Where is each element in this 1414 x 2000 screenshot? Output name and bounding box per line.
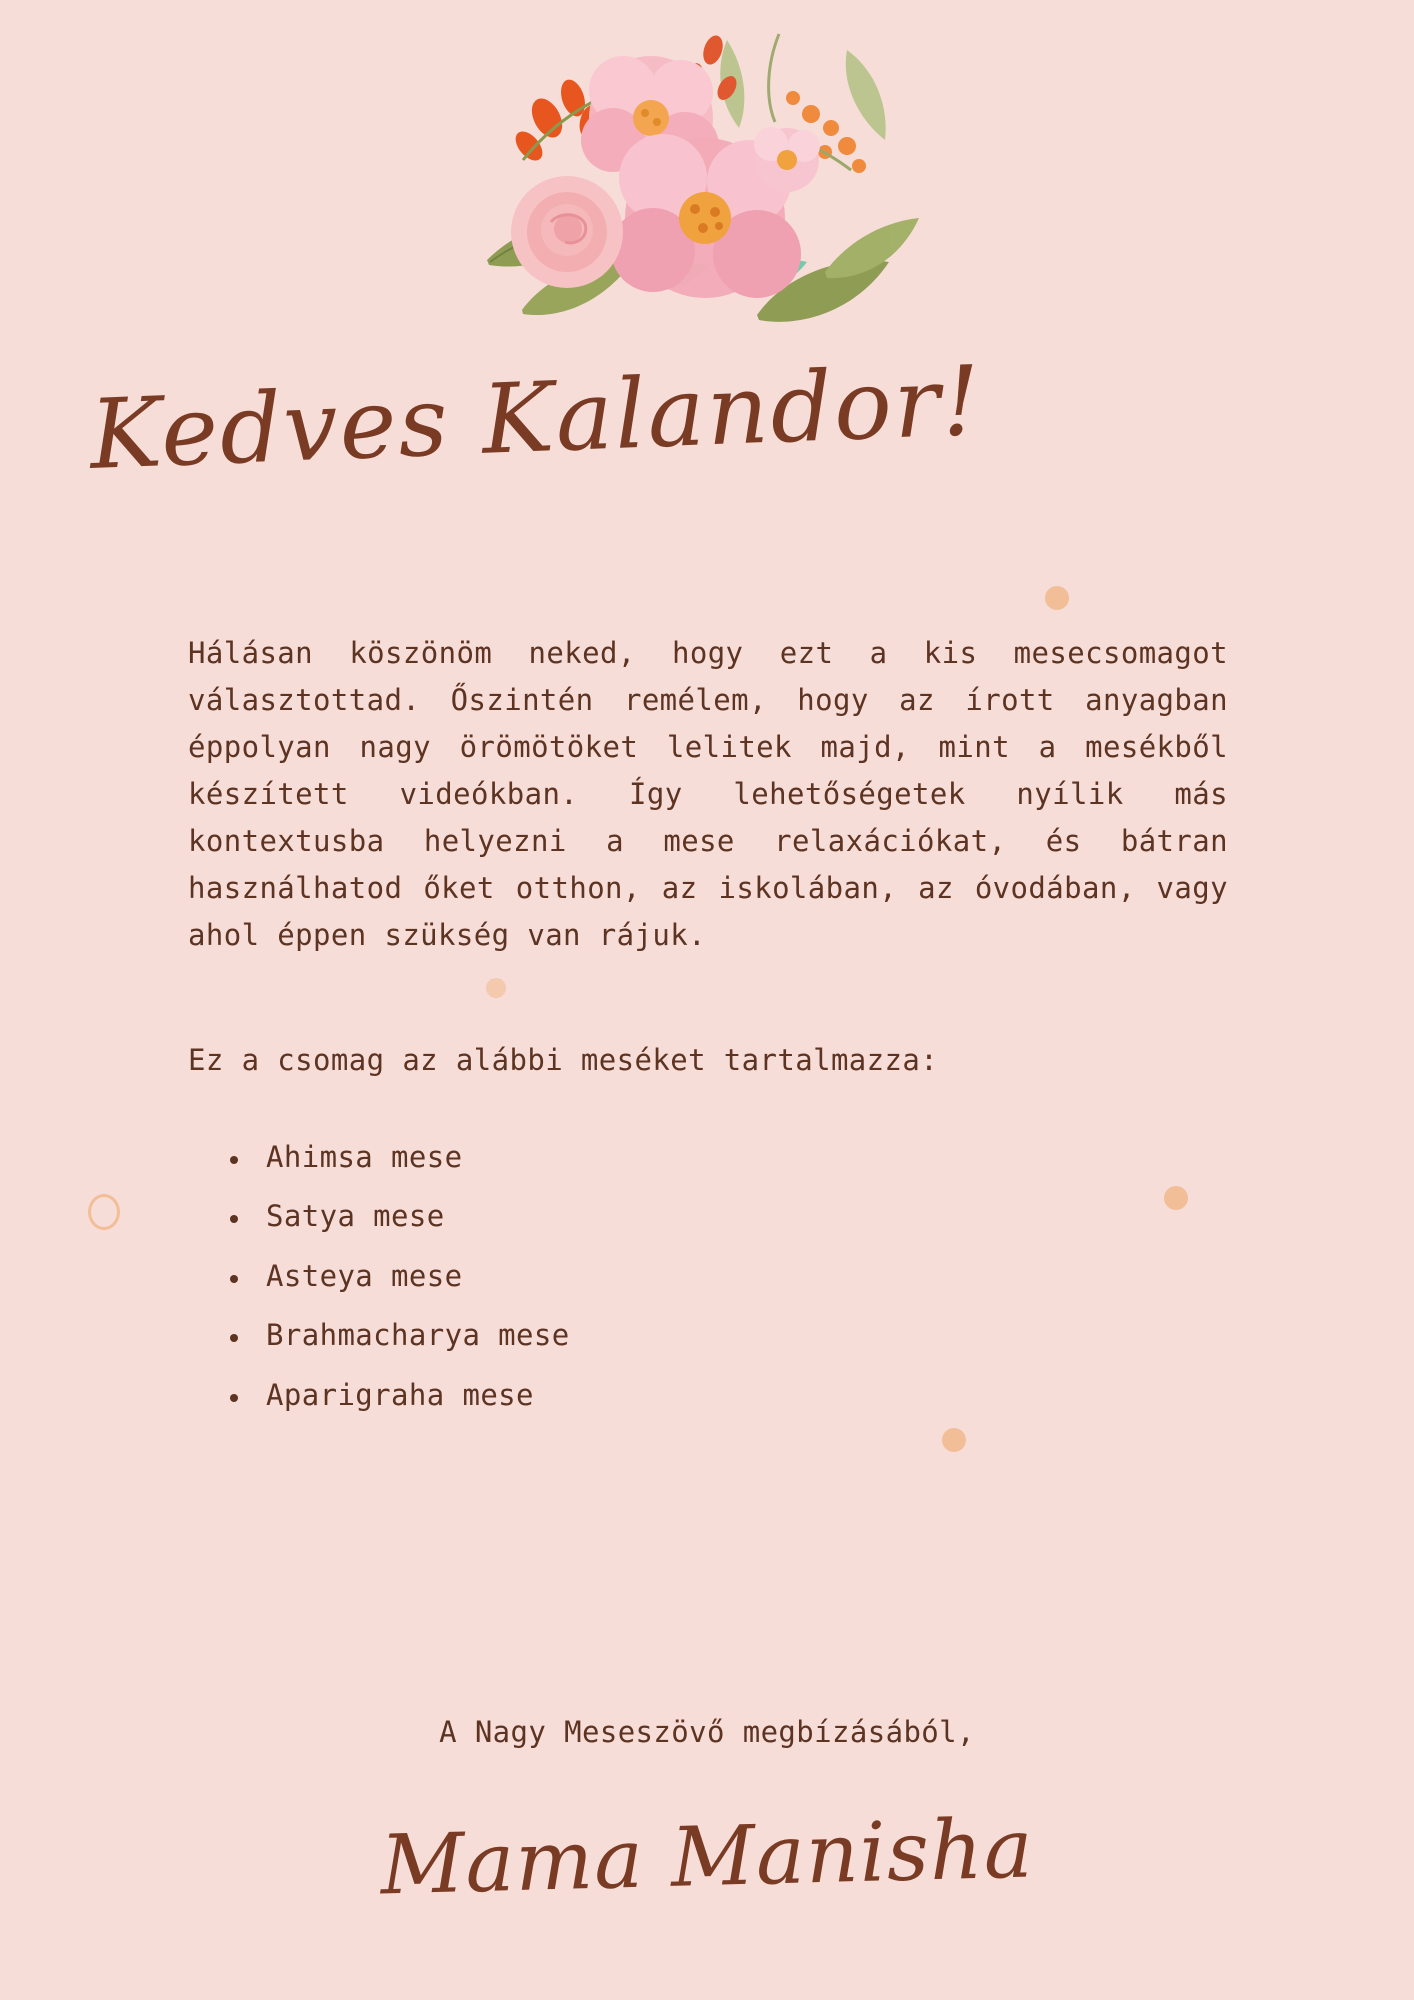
signature: Mama Manisha <box>379 1801 1035 1914</box>
paragraph-intro: Hálásan köszönöm neked, hogy ezt a kis mesecsomagot választottad. Őszintén remélem, hogy az írott anyagban éppolyan nagy örömötöket lelitek majd, mint a mesékből készített videókban. Így lehetőségetek nyílik más kontextusba helyezni a mese relaxációkat, és bátran használhatod őket otthon, az iskolában, az óvodában, vagy ahol éppen szükség van rájuk. <box>188 636 1228 952</box>
list-item: • Aparigraha mese <box>252 1366 1228 1425</box>
list-item: • Satya mese <box>252 1187 1228 1246</box>
list-item: • Brahmacharya mese <box>252 1306 1228 1365</box>
decorative-dot <box>942 1428 966 1452</box>
signoff-text: A Nagy Meseszövő megbízásából, <box>439 1715 975 1749</box>
list-item: • Ahimsa mese <box>252 1128 1228 1187</box>
page-title: Kedves Kalandor! <box>87 344 985 491</box>
decorative-dot <box>1045 586 1069 610</box>
decorative-dot-ring <box>88 1194 120 1230</box>
letter-body <box>188 630 1228 1425</box>
list-item: • Asteya mese <box>252 1247 1228 1306</box>
story-list <box>188 1128 1228 1425</box>
watercolor-floral-bouquet-icon <box>427 10 987 370</box>
paragraph-contents-lead: Ez a csomag az alábbi meséket tartalmazza: <box>188 1042 939 1077</box>
